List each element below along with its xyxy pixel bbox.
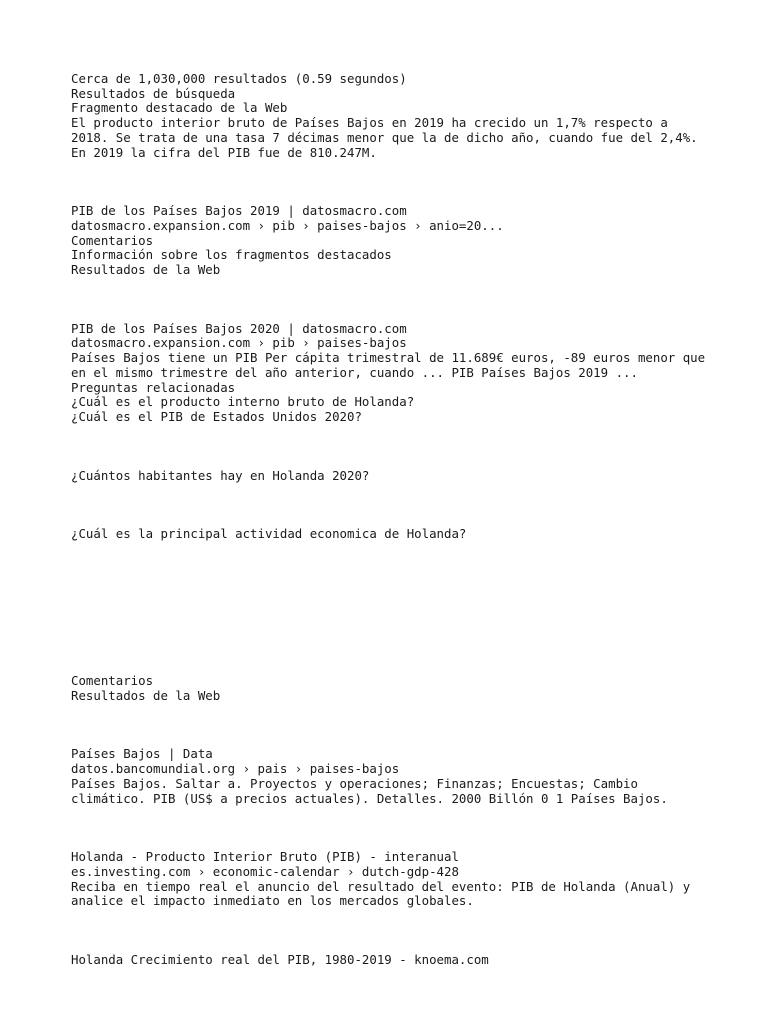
search-results-page: [71, 72, 711, 968]
spacer: [71, 703, 711, 747]
featured-snippet-text: El producto interior bruto de Países Bajos en 2019 ha crecido un 1,7% respecto a 2018. Se trata de una tasa 7 décimas menor que la de dicho año, cuando fue del 2,4%. En 2019 la cifra del PIB fue de 810.247M.: [71, 115, 698, 160]
result-url[interactable]: datosmacro.expansion.com › pib › paises-bajos: [71, 335, 407, 351]
result-title-link[interactable]: Holanda - Producto Interior Bruto (PIB) - interanual: [71, 849, 459, 865]
spacer: [71, 909, 711, 953]
result-title-link[interactable]: PIB de los Países Bajos 2020 | datosmacro.com: [71, 320, 407, 336]
about-featured-snippets-link[interactable]: Información sobre los fragmentos destacados: [71, 247, 392, 263]
related-questions-heading: Preguntas relacionadas: [71, 379, 236, 395]
result-title-link[interactable]: Holanda Crecimiento real del PIB, 1980-2019 - knoema.com: [71, 952, 489, 968]
result-snippet: Reciba en tiempo real el anuncio del resultado del evento: PIB de Holanda (Anual) y analice el impacto inmediato en los mercados globales.: [71, 878, 691, 909]
result-snippet: Países Bajos tiene un PIB Per cápita trimestral de 11.689€ euros, -89 euros menor que en el mismo trimestre del año anterior, cuando ... PIB Países Bajos 2019 ...: [71, 350, 706, 380]
featured-snippet-label: Fragmento destacado de la Web: [71, 100, 288, 116]
result-url[interactable]: es.investing.com › economic-calendar › dutch-gdp-428: [71, 863, 459, 879]
feedback-comments-link[interactable]: Comentarios: [71, 232, 154, 248]
feedback-comments-link[interactable]: Comentarios: [71, 673, 154, 689]
web-results-heading: Resultados de la Web: [71, 262, 221, 278]
related-question-1[interactable]: ¿Cuál es el producto interno bruto de Holanda?: [71, 394, 415, 410]
result-title-link[interactable]: Países Bajos | Data: [71, 746, 213, 762]
spacer: [71, 160, 711, 204]
spacer: [71, 806, 711, 850]
results-stats: Cerca de 1,030,000 resultados (0.59 segundos): [71, 71, 407, 86]
web-results-heading: Resultados de la Web: [71, 687, 221, 703]
spacer: [71, 425, 711, 469]
featured-result-url[interactable]: datosmacro.expansion.com › pib › paises-bajos › anio=20...: [71, 217, 504, 233]
related-question-2[interactable]: ¿Cuál es el PIB de Estados Unidos 2020?: [71, 408, 362, 424]
spacer: [71, 483, 711, 527]
result-snippet: Países Bajos. Saltar a. Proyectos y operaciones; Finanzas; Encuestas; Cambio climático. PIB (US$ a precios actuales). Detalles. 2000 Billón 0 1 Países Bajos.: [71, 775, 668, 806]
spacer: [71, 278, 711, 322]
related-question-4[interactable]: ¿Cuál es la principal actividad economica de Holanda?: [71, 526, 467, 542]
spacer: [71, 542, 711, 674]
related-question-3[interactable]: ¿Cuántos habitantes hay en Holanda 2020?: [71, 467, 370, 483]
search-results-heading: Resultados de búsqueda: [71, 85, 236, 101]
result-url[interactable]: datos.bancomundial.org › pais › paises-bajos: [71, 761, 400, 777]
featured-result-title-link[interactable]: PIB de los Países Bajos 2019 | datosmacro.com: [71, 203, 407, 219]
